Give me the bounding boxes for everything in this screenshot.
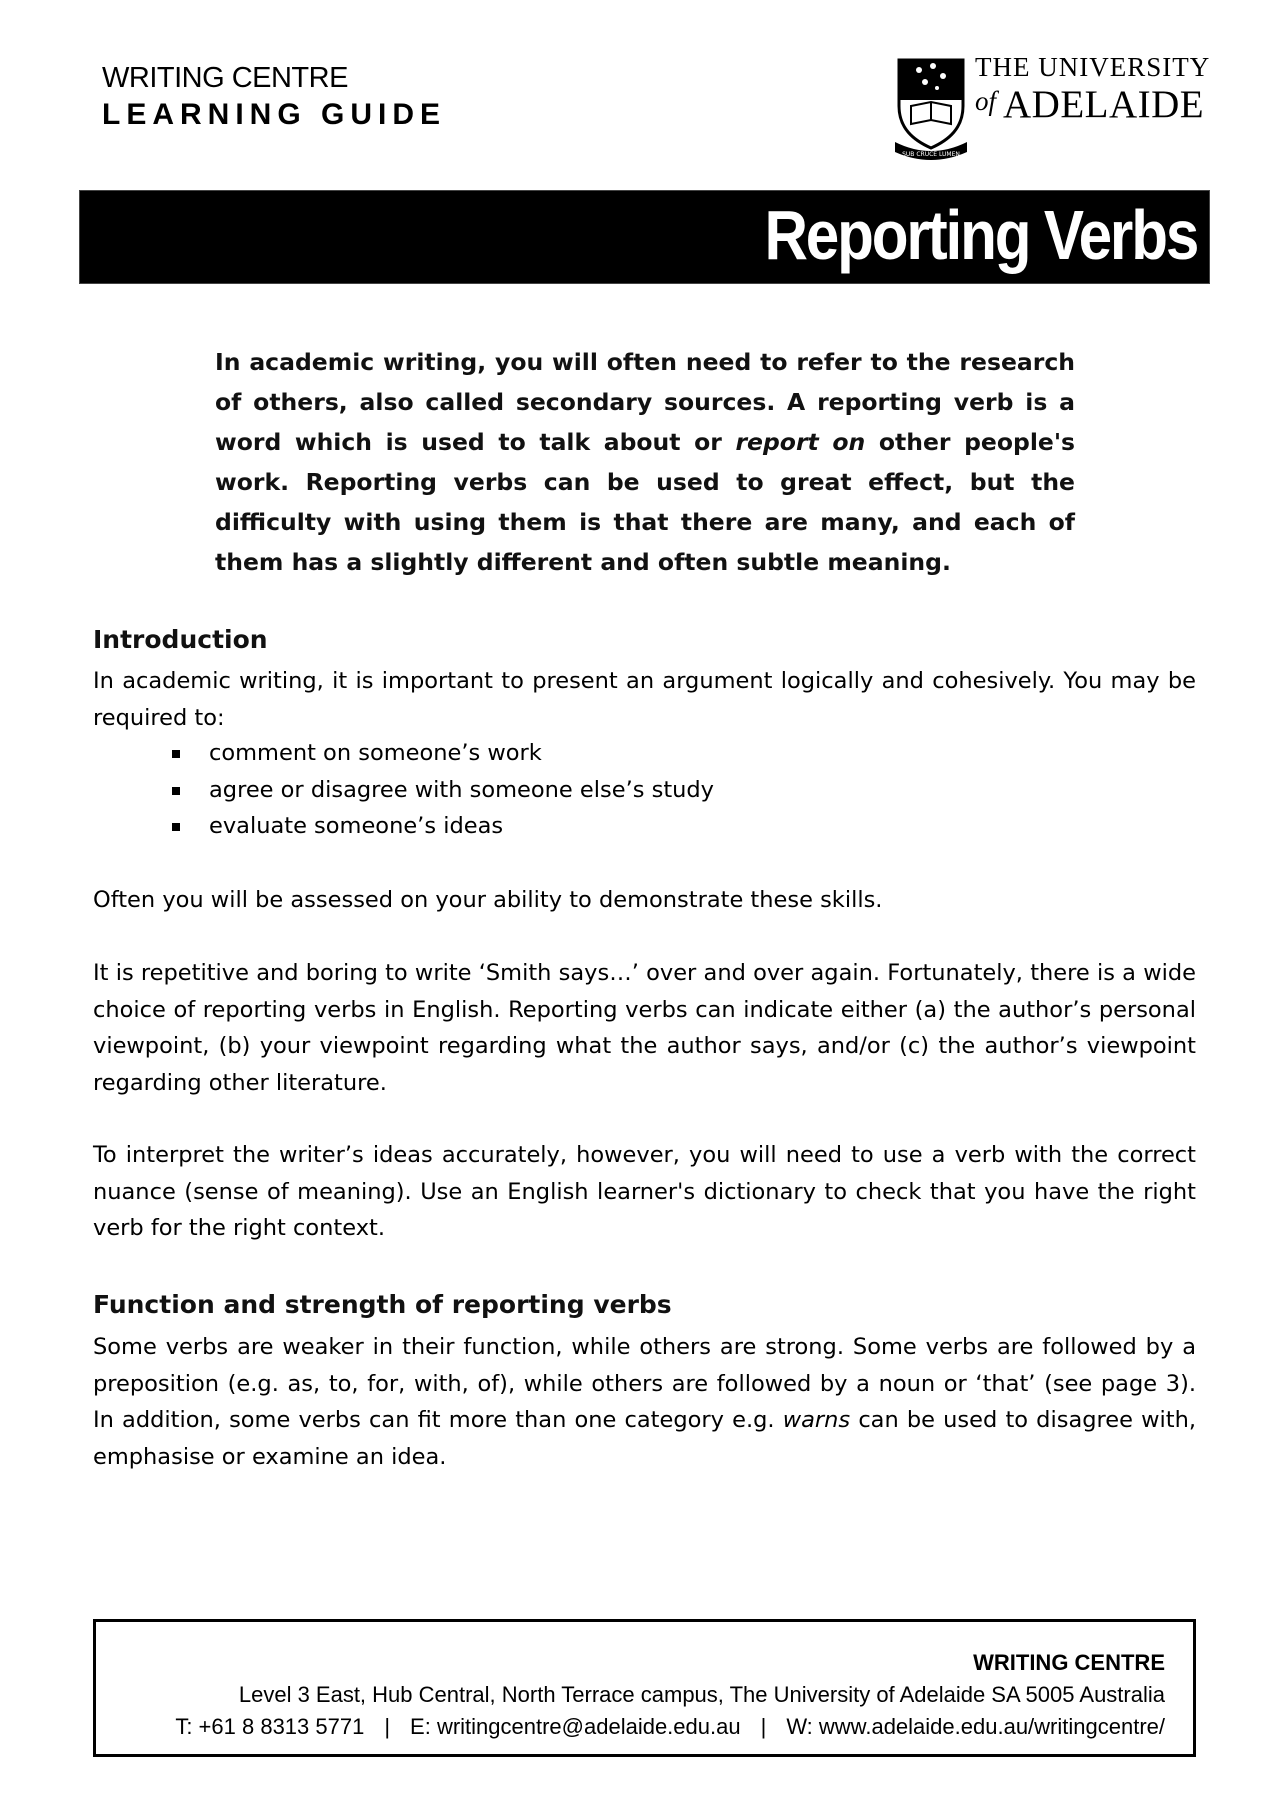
university-crest-icon — [893, 56, 973, 161]
intro-summary — [215, 342, 1075, 582]
footer-phone: T: +61 8 8313 5771 — [175, 1714, 365, 1739]
title-bar — [79, 190, 1210, 284]
footer-separator: | — [384, 1714, 391, 1739]
section-heading-introduction: Introduction — [93, 625, 268, 654]
section2-para — [93, 1329, 1196, 1475]
footer-address: Level 3 East, Hub Central, North Terrace campus, The University of Adelaide SA 5005 Australia — [238, 1682, 1165, 1707]
list-item: agree or disagree with someone else’s study — [170, 772, 714, 809]
section1-para3-wrap — [93, 955, 1196, 1101]
section1-para1-wrap — [93, 663, 1196, 736]
university-logo — [893, 52, 1211, 162]
university-name-line2: ADELAIDE — [1003, 83, 1205, 126]
page-title: Reporting Verbs — [764, 196, 1197, 274]
section2-text-2: can be used to disagree with, emphasise or examine an idea. — [93, 1407, 1196, 1470]
intro-text-2: other people's work. Reporting verbs can be used to great effect, but the difficulty with using them is that there are many, and each of them has a slightly different and often subtle meaning. — [215, 428, 1075, 576]
footer-email[interactable]: E: writingcentre@adelaide.edu.au — [410, 1714, 741, 1739]
intro-text-1: In academic writing, you will often need to refer to the research of others, also called secondary sources. A reporting verb is a word which is used to talk about or — [215, 348, 1075, 456]
section1-para4-wrap — [93, 1137, 1196, 1247]
header-writing-centre: WRITING CENTRE — [102, 62, 348, 94]
section2-italic: warns — [782, 1407, 851, 1433]
list-item: comment on someone’s work — [170, 735, 714, 772]
intro-italic: report on — [735, 428, 866, 456]
header-learning-guide: LEARNING GUIDE — [102, 98, 447, 131]
section1-para1: In academic writing, it is important to present an argument logically and cohesively. You may be required to: — [93, 668, 1196, 731]
footer-name: WRITING CENTRE — [973, 1650, 1165, 1675]
footer-contact-box — [93, 1619, 1196, 1757]
footer-contacts — [175, 1714, 1165, 1740]
section2-text-1: Some verbs are weaker in their function, while others are strong. Some verbs are followed by a preposition (e.g. as, to, for, with, of), while others are followed by a noun or ‘that’ (see page 3). In addition, some verbs can fit more than one category e.g. — [93, 1334, 1196, 1433]
university-name-line1: THE UNIVERSITY — [975, 52, 1211, 82]
list-item: evaluate someone’s ideas — [170, 808, 714, 845]
footer-website[interactable]: W: www.adelaide.edu.au/writingcentre/ — [786, 1714, 1165, 1739]
footer-separator: | — [760, 1714, 767, 1739]
section1-para4: To interpret the writer’s ideas accurately, however, you will need to use a verb with the correct nuance (sense of meaning). Use an English learner's dictionary to check that you have the right verb for the right context. — [93, 1142, 1196, 1241]
section1-para2-wrap — [93, 882, 1196, 919]
section2-para-wrap — [93, 1329, 1196, 1475]
university-name-of: of — [975, 86, 997, 116]
section1-para2: Often you will be assessed on your ability to demonstrate these skills. — [93, 887, 883, 913]
section-heading-function-strength: Function and strength of reporting verbs — [93, 1290, 672, 1319]
bullet-list — [170, 735, 714, 845]
section1-para3: It is repetitive and boring to write ‘Smith says…’ over and over again. Fortunately, there is a wide choice of reporting verbs in English. Reporting verbs can indicate either (a) the author’s personal viewpoint, (b) your viewpoint regarding what the author says, and/or (c) the author’s viewpoint regarding other literature. — [93, 960, 1196, 1096]
motto-text: SUB CRUCE LUMEN — [902, 151, 960, 158]
